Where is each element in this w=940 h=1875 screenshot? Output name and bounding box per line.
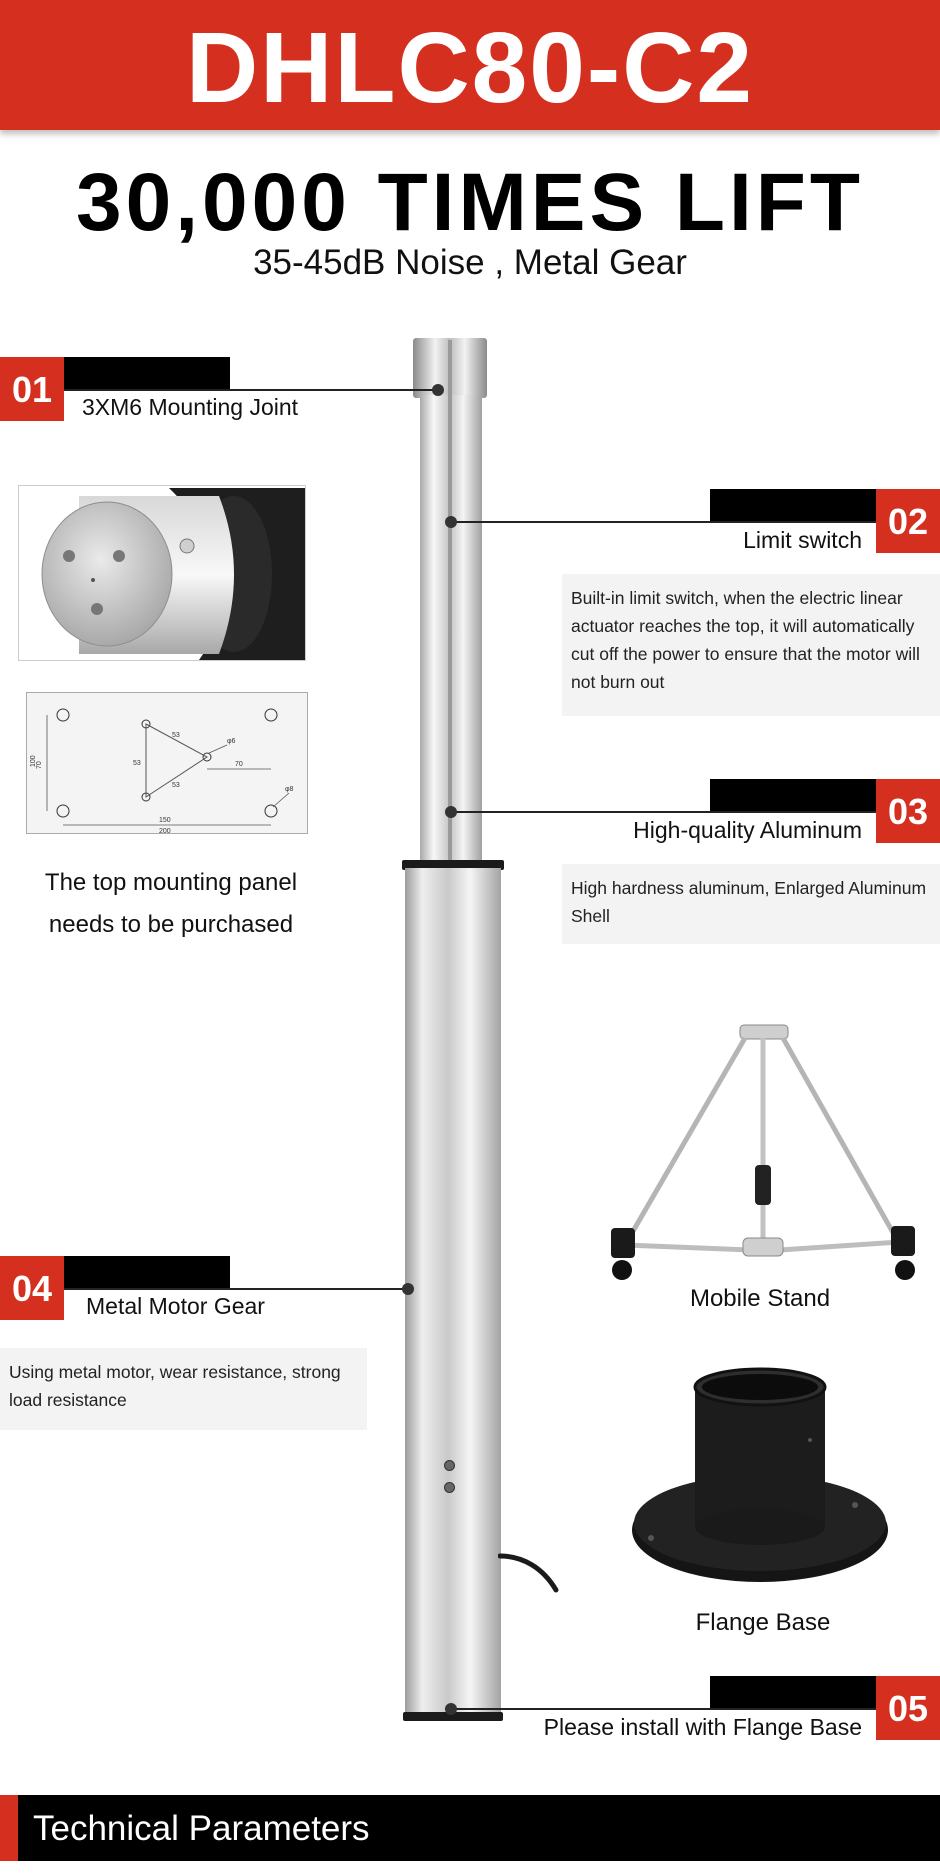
flange-base-caption: Flange Base <box>695 1609 831 1636</box>
feature-04-bar <box>64 1256 230 1288</box>
screw-icon <box>444 1482 455 1493</box>
dim-53-left: 53 <box>133 760 141 767</box>
feature-02-description: Built-in limit switch, when the electric linear actuator reaches the top, it will automatically cut off the power to ensure that the motor will not burn out <box>562 574 940 716</box>
feature-03-number: 03 <box>876 779 940 843</box>
mounting-note-line1: The top mounting panel <box>44 869 298 896</box>
feature-03-leader <box>454 811 876 813</box>
feature-01-number: 01 <box>0 357 64 421</box>
actuator-outer-tube <box>405 868 501 1718</box>
screw-icon <box>444 1460 455 1471</box>
mounting-note-line2: needs to be purchased <box>48 911 294 938</box>
feature-01-label: 3XM6 Mounting Joint <box>82 394 299 420</box>
feature-05-number: 05 <box>876 1676 940 1740</box>
feature-04-number: 04 <box>0 1256 64 1320</box>
power-cable-icon <box>498 1548 563 1598</box>
feature-01-dot <box>432 384 444 396</box>
feature-05-label: Please install with Flange Base <box>543 1714 862 1740</box>
mounting-joint-photo <box>18 485 306 661</box>
dim-100: 100 <box>30 755 37 767</box>
feature-04-description: Using metal motor, wear resistance, strong load resistance <box>0 1348 367 1430</box>
feature-03-label: High-quality Aluminum <box>633 817 862 843</box>
feature-04-leader <box>64 1288 404 1290</box>
feature-05-dot <box>445 1703 457 1715</box>
feature-02-dot <box>445 516 457 528</box>
flange-base-image <box>625 1365 895 1595</box>
dim-53-bottom: 53 <box>172 782 180 789</box>
feature-02-number: 02 <box>876 489 940 553</box>
dim-200: 200 <box>159 828 171 833</box>
feature-02-leader <box>454 521 876 523</box>
dim-70-horizontal: 70 <box>235 761 243 768</box>
feature-03-bar <box>710 779 876 811</box>
feature-01-bar <box>64 357 230 389</box>
technical-parameters-title: Technical Parameters <box>33 1809 370 1848</box>
model-title: DHLC80-C2 <box>185 12 755 124</box>
feature-02-bar <box>710 489 876 521</box>
mobile-stand-caption: Mobile Stand <box>689 1285 831 1312</box>
mounting-joint-image <box>19 486 305 660</box>
feature-05-leader <box>454 1708 876 1710</box>
mounting-panel-drawing <box>26 692 308 834</box>
feature-01-leader <box>64 389 436 391</box>
feature-05-bar <box>710 1676 876 1708</box>
feature-02-label: Limit switch <box>743 527 862 553</box>
dim-phi6: φ6 <box>227 738 236 745</box>
dim-phi8: φ8 <box>285 786 294 793</box>
technical-parameters-accent <box>0 1795 18 1861</box>
headline: 30,000 TIMES LIFT <box>76 157 864 248</box>
dim-70-vertical: 70 <box>36 761 43 769</box>
feature-03-dot <box>445 806 457 818</box>
actuator-groove <box>448 340 452 865</box>
feature-04-dot <box>402 1283 414 1295</box>
mobile-stand-image <box>595 1020 930 1285</box>
feature-03-description: High hardness aluminum, Enlarged Aluminum Shell <box>562 864 940 944</box>
dim-53-top: 53 <box>172 732 180 739</box>
feature-04-label: Metal Motor Gear <box>86 1293 265 1319</box>
subheadline: 35-45dB Noise , Metal Gear <box>253 243 687 282</box>
panel-drawing-svg <box>27 693 307 833</box>
dim-150: 150 <box>159 817 171 824</box>
